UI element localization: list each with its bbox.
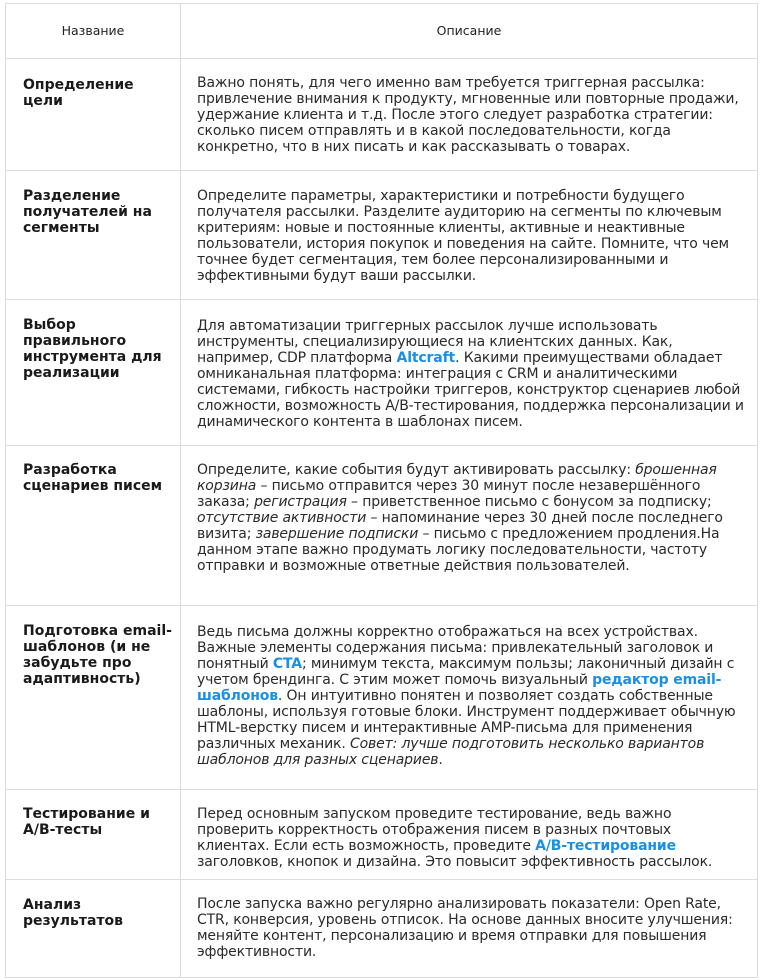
description-text: – приветственное письмо с бонусом за подписку; xyxy=(346,494,712,510)
description-text: Перед основным запуском проведите тестирование, ведь важно проверить корректность отображения писем в разных почтовых клиентах. Если есть возможность, проведите xyxy=(197,806,672,854)
table-row xyxy=(6,879,757,979)
table-row xyxy=(6,605,757,790)
description-text: Важно понять, для чего именно вам требуется триггерная рассылка: привлечение внимания к продукту, мгновенные или повторные продажи, удержание клиента и т.д. После этого следует разработка стратегии: сколько писем отправлять и в какой последовательности, когда конкретно, что в них писать и как рассказывать о товарах. xyxy=(197,75,739,155)
description-text: Ведь письма должны корректно отображаться на всех устройствах. Важные элементы содержания письма: привлекательный заголовок и понятный xyxy=(197,624,714,672)
row-description xyxy=(197,896,747,960)
italic-term: брошенная корзина xyxy=(197,462,717,494)
description-text: заголовков, кнопок и дизайна. Это повысит эффективность рассылок. xyxy=(197,854,713,870)
row-description xyxy=(197,318,747,430)
row-description xyxy=(197,624,747,768)
row-description xyxy=(197,462,747,574)
row-description xyxy=(197,188,747,284)
row-name: Анализ результатов xyxy=(23,897,124,929)
steps-table xyxy=(5,3,758,978)
italic-term: регистрация xyxy=(254,494,347,510)
description-text: . Какими преимуществами обладает омниканальная платформа: интеграция с CRM и аналитическими системами, гибкость настройки триггеров, конструктор сценариев любой сложности, возможность A/B-тестирования, поддержка персонализации и динамического контента в шаблонах писем. xyxy=(197,350,744,430)
italic-term: Совет: лучше подготовить несколько вариантов шаблонов для разных сценариев xyxy=(197,736,705,768)
row-name: Подготовка email-шаблонов (и не забудьте про адаптивность) xyxy=(23,623,172,687)
inline-link[interactable]: A/B-тестирование xyxy=(535,838,676,854)
row-name: Тестирование и A/B-тесты xyxy=(23,806,150,838)
description-text: – напоминание через 30 дней после последнего визита; xyxy=(197,510,723,542)
row-name: Разработка сценариев писем xyxy=(23,462,163,494)
description-text: Определите, какие события будут активировать рассылку: xyxy=(197,462,636,478)
table-row xyxy=(6,445,757,606)
row-name: Определение цели xyxy=(23,77,134,109)
table-header xyxy=(6,4,757,59)
inline-link[interactable]: редактор email-шаблонов xyxy=(197,672,722,704)
inline-link[interactable]: CTA xyxy=(272,656,302,672)
table-row xyxy=(6,299,757,446)
table-row xyxy=(6,58,757,171)
table-row xyxy=(6,170,757,300)
row-name: Выбор правильного инструмента для реализации xyxy=(23,317,162,381)
description-text: Определите параметры, характеристики и потребности будущего получателя рассылки. Разделите аудиторию на сегменты по ключевым критериям: новые и постоянные клиенты, активные и неактивные пользователи, история покупок и поведения на сайте. Помните, что чем точнее будет сегментация, тем более персонализированными и эффективными будут ваши рассылки. xyxy=(197,188,729,284)
italic-term: завершение подписки xyxy=(255,526,419,542)
description-text: – письмо отправится через 30 минут после незавершённого заказа; xyxy=(197,478,701,510)
description-text: . xyxy=(438,752,443,768)
header-name: Название xyxy=(61,23,125,38)
description-text: Для автоматизации триггерных рассылок лучше использовать инструменты, специализирующиеся на клиентских данных. Как, например, CDP платформа xyxy=(197,318,673,366)
header-description: Описание xyxy=(436,23,502,38)
description-text: . Он интуитивно понятен и позволяет создать собственные шаблоны, используя готовые блоки. Инструмент поддерживает обычную HTML-верстку писем и интерактивные AMP-письма для применения различных механик. xyxy=(197,688,736,752)
row-name: Разделение получателей на сегменты xyxy=(23,188,152,236)
description-text: После запуска важно регулярно анализировать показатели: Open Rate, CTR, конверсия, уровень отписок. На основе данных вносите улучшения: меняйте контент, персонализацию и время отправки для повышения эффективности. xyxy=(197,896,733,960)
row-description xyxy=(197,806,747,870)
italic-term: отсутствие активности xyxy=(197,510,367,526)
description-text: ; минимум текста, максимум пользы; лаконичный дизайн с учетом брендинга. С этим может помочь визуальный xyxy=(197,656,735,688)
inline-link[interactable]: Altcraft xyxy=(396,350,456,366)
row-description xyxy=(197,75,747,155)
description-text: – письмо с предложением продления.На данном этапе важно продумать логику последовательности, частоту отправки и возможные ответные действия пользователей. xyxy=(197,526,720,574)
table-row xyxy=(6,789,757,880)
